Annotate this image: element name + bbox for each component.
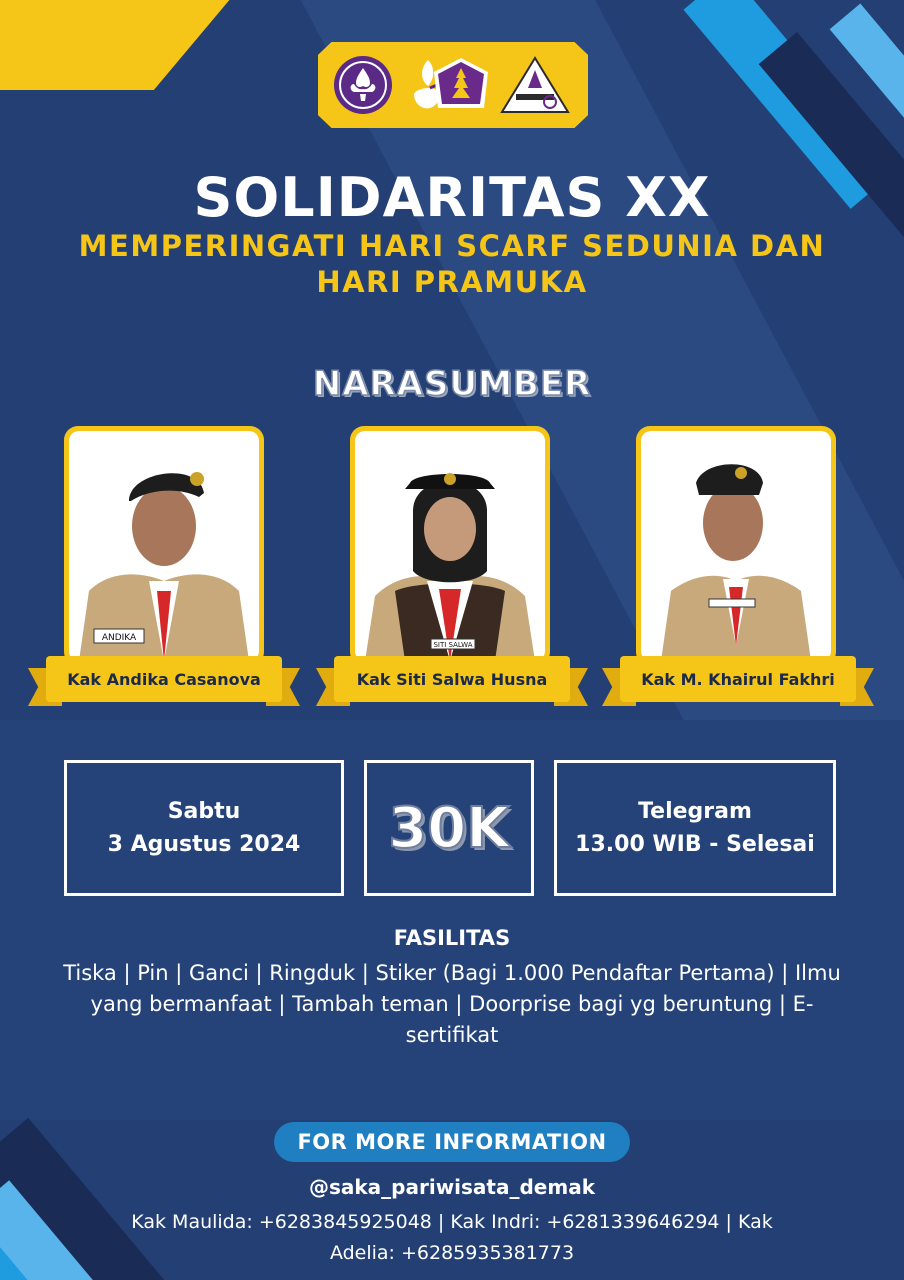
speaker-card-2 — [350, 426, 550, 666]
logo-plate — [318, 42, 588, 128]
event-platform: Telegram — [638, 799, 752, 824]
scout-emblem-icon — [332, 54, 394, 116]
contacts-text: Kak Maulida: +6283845925048 | Kak Indri: +6281339646294 | Kak Adelia: +6285935381773 — [131, 1211, 773, 1264]
speaker-portrait-icon — [355, 431, 545, 661]
speaker-ribbon-2 — [316, 656, 588, 706]
speaker-ribbon-1 — [28, 656, 300, 706]
event-time: 13.00 WIB - Selesai — [575, 832, 815, 857]
saka-pariwisata-icon — [430, 54, 492, 116]
speaker-name: Kak M. Khairul Fakhri — [620, 656, 856, 702]
info-label: FOR MORE INFORMATION — [274, 1122, 630, 1162]
subtitle-line-1: MEMPERINGATI HARI SCARF SEDUNIA DAN — [78, 229, 826, 263]
bg-yellow-corner — [0, 0, 246, 90]
speaker-photo — [69, 431, 259, 661]
subtitle — [0, 228, 904, 300]
speaker-card-3 — [636, 426, 836, 666]
facilities-text: Tiska | Pin | Ganci | Ringduk | Stiker (Bagi 1.000 Pendaftar Pertama) | Ilmu yang bermanfaat | Tambah teman | Doorprise bagi yg beruntung | E-sertifikat — [63, 961, 841, 1047]
page-title: SOLIDARITAS XX — [193, 166, 711, 229]
event-date: 3 Agustus 2024 — [107, 832, 301, 857]
speaker-portrait-icon — [69, 431, 259, 661]
speaker-card-1 — [64, 426, 264, 666]
nametag-text: ANDIKA — [101, 633, 137, 643]
subtitle-line-2: HARI PRAMUKA — [316, 265, 588, 299]
time-box — [554, 760, 836, 896]
speaker-name: Kak Andika Casanova — [46, 656, 282, 702]
facilities-title: FASILITAS — [393, 926, 511, 950]
event-day: Sabtu — [167, 799, 241, 824]
section-heading: NARASUMBER — [312, 364, 592, 404]
speaker-portrait-icon — [641, 431, 831, 661]
nametag-text: SITI SALWA — [433, 641, 473, 649]
speaker-photo — [355, 431, 545, 661]
date-box — [64, 760, 344, 896]
speaker-photo — [641, 431, 831, 661]
price-box — [364, 760, 534, 896]
instagram-handle: @saka_pariwisata_demak — [308, 1175, 596, 1199]
speaker-name: Kak Siti Salwa Husna — [334, 656, 570, 702]
speaker-ribbon-3 — [602, 656, 874, 706]
anniversary-logo-icon — [498, 54, 572, 116]
price-value: 30K — [388, 795, 510, 861]
